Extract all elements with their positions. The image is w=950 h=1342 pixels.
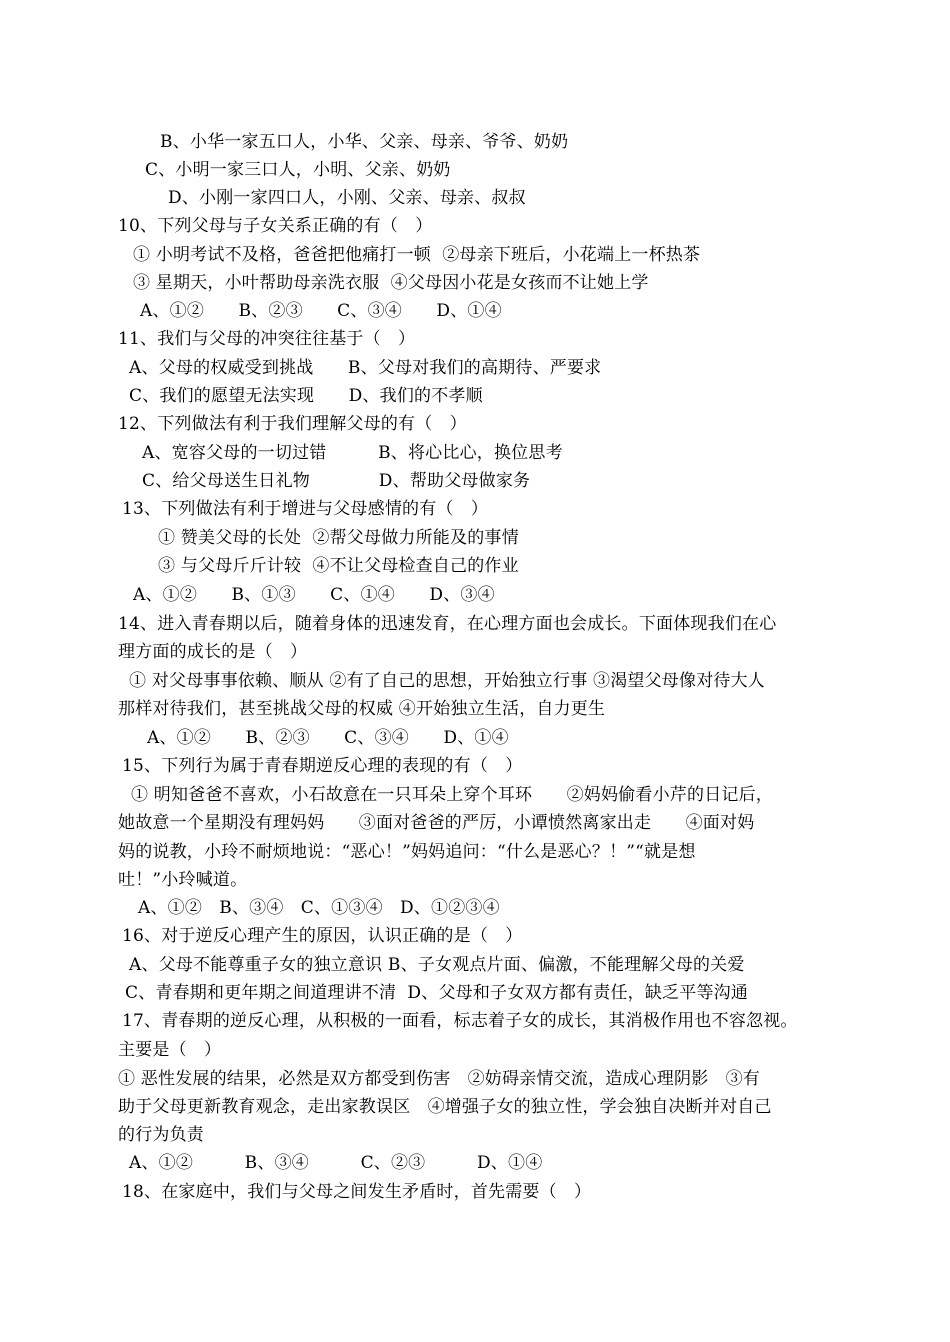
q12-options-cd: C、给父母送生日礼物 D、帮助父母做家务 [142,471,531,491]
q11-options-cd: C、我们的愿望无法实现 D、我们的不孝顺 [129,386,483,406]
q9-option-d: D、小刚一家四口人，小刚、父亲、母亲、叔叔 [168,188,526,208]
q10-options: A、①② B、②③ C、③④ D、①④ [140,301,502,321]
q17-statements-2: 助于父母更新教育观念，走出家教误区 ④增强子女的独立性，学会独自决断并对自己 [118,1097,772,1117]
q14-stem-2: 理方面的成长的是（ ） [118,642,308,662]
q14-options: A、①② B、②③ C、③④ D、①④ [147,728,509,748]
q12-options-ab: A、宽容父母的一切过错 B、将心比心，换位思考 [142,443,563,463]
q12-stem: 12、下列做法有利于我们理解父母的有（ ） [118,414,467,434]
q15-statements-4: 吐！”小玲喊道。 [118,870,248,890]
q15-options: A、①② B、③④ C、①③④ D、①②③④ [138,898,500,918]
q9-option-c: C、小明一家三口人，小明、父亲、奶奶 [145,160,451,180]
q16-options-ab: A、父母不能尊重子女的独立意识 B、子女观点片面、偏激，不能理解父母的关爱 [129,955,745,975]
q16-stem: 16、对于逆反心理产生的原因，认识正确的是（ ） [122,926,523,946]
q10-statements-2: ③ 星期天，小叶帮助母亲洗衣服 ④父母因小花是女孩而不让她上学 [133,273,649,293]
q15-stem: 15、下列行为属于青春期逆反心理的表现的有（ ） [122,756,523,776]
q10-statements-1: ① 小明考试不及格，爸爸把他痛打一顿 ②母亲下班后，小花端上一杯热茶 [133,245,701,265]
q9-option-b: B、小华一家五口人，小华、父亲、母亲、爷爷、奶奶 [160,132,569,152]
q13-options: A、①② B、①③ C、①④ D、③④ [133,585,495,605]
q13-stem: 13、下列做法有利于增进与父母感情的有（ ） [122,499,489,519]
q13-statements-1: ① 赞美父母的长处 ②帮父母做力所能及的事情 [158,528,519,548]
q14-statements-2: 那样对待我们，甚至挑战父母的权威 ④开始独立生活，自力更生 [118,699,606,719]
q16-options-cd: C、青春期和更年期之间道理讲不清 D、父母和子女双方都有责任，缺乏平等沟通 [125,983,749,1003]
q18-stem: 18、在家庭中，我们与父母之间发生矛盾时，首先需要（ ） [122,1182,592,1202]
q11-stem: 11、我们与父母的冲突往往基于（ ） [118,329,416,349]
q15-statements-1: ① 明知爸爸不喜欢，小石故意在一只耳朵上穿个耳环 ②妈妈偷看小芹的日记后， [131,785,774,805]
q10-stem: 10、下列父母与子女关系正确的有（ ） [118,216,433,236]
q17-stem-2: 主要是（ ） [118,1040,222,1060]
q13-statements-2: ③ 与父母斤斤计较 ④不让父母检查自己的作业 [158,556,519,576]
q14-statements-1: ① 对父母事事依赖、顺从 ②有了自己的思想，开始独立行事 ③渴望父母像对待大人 [129,671,766,691]
q17-options: A、①② B、③④ C、②③ D、①④ [129,1153,543,1173]
q15-statements-2: 她故意一个星期没有理妈妈 ③面对爸爸的严厉，小谭愤然离家出走 ④面对妈 [118,813,755,833]
q15-statements-3: 妈的说教，小玲不耐烦地说：“恶心！”妈妈追问：“什么是恶心？！”“就是想 [118,842,696,862]
q17-statements-3: 的行为负责 [118,1125,204,1145]
q11-options-ab: A、父母的权威受到挑战 B、父母对我们的高期待、严要求 [129,358,602,378]
q17-statements-1: ① 恶性发展的结果，必然是双方都受到伤害 ②妨碍亲情交流，造成心理阴影 ③有 [118,1069,761,1089]
q14-stem-1: 14、进入青春期以后，随着身体的迅速发育，在心理方面也会成长。下面体现我们在心 [118,614,777,634]
q17-stem-1: 17、青春期的逆反心理，从积极的一面看，标志着子女的成长，其消极作用也不容忽视。 [122,1011,798,1031]
